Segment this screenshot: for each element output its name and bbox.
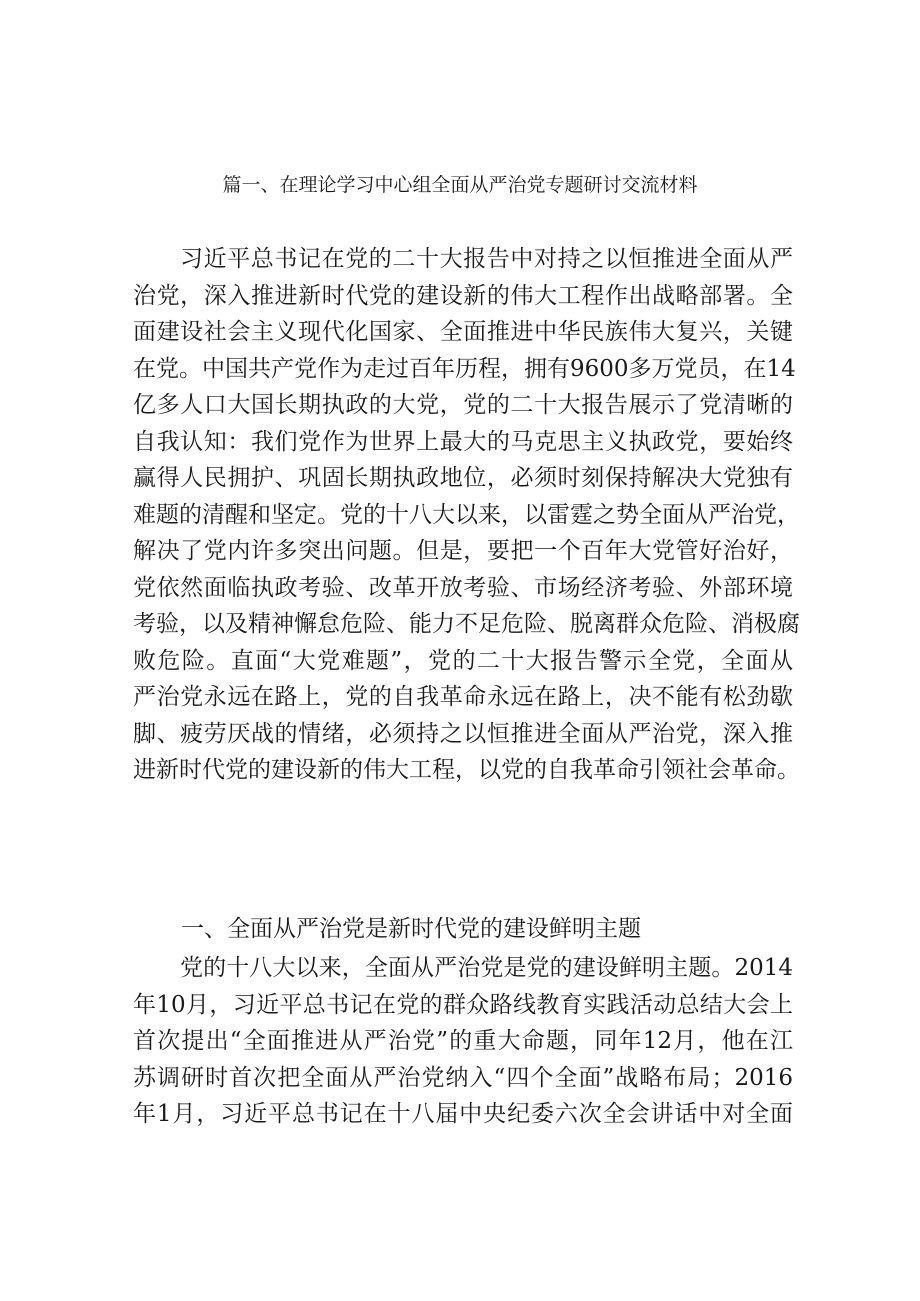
paragraph-line: 习近平总书记在党的二十大报告中对持之以恒推进全面从严 — [180, 246, 793, 272]
paragraph-line: 败危险。直面“大党难题”，党的二十大报告警示全党，全面从 — [133, 647, 793, 674]
paragraph-line: 年10月，习近平总书记在党的群众路线教育实践活动总结大会上 — [133, 991, 793, 1018]
paragraph-line: 党依然面临执政考验、改革开放考验、市场经济考验、外部环境 — [133, 574, 793, 601]
paragraph-line: 亿多人口大国长期执政的大党，党的二十大报告展示了党清晰的 — [133, 392, 793, 418]
paragraph-line: 面建设社会主义现代化国家、全面推进中华民族伟大复兴，关键 — [133, 319, 793, 345]
paragraph-intro — [133, 241, 800, 789]
paragraph-line: 解决了党内许多突出问题。但是，要把一个百年大党管好治好， — [133, 538, 793, 564]
document-title: 篇一、在理论学习中心组全面从严治党专题研讨交流材料 — [222, 174, 698, 196]
paragraph-line: 治党，深入推进新时代党的建设新的伟大工程作出战略部署。全 — [133, 282, 793, 309]
paragraph-line: 难题的清醒和坚定。党的十八大以来，以雷霆之势全面从严治党， — [133, 501, 800, 528]
paragraph-line: 进新时代党的建设新的伟大工程，以党的自我革命引领社会革命。 — [133, 757, 800, 783]
paragraph-line: 在党。中国共产党作为走过百年历程，拥有9600多万党员，在14 — [133, 355, 796, 382]
paragraph-section1 — [133, 950, 793, 1133]
paragraph-line: 赢得人民拥护、巩固长期执政地位，必须时刻保持解决大党独有 — [133, 465, 793, 491]
paragraph-line: 年1月，习近平总书记在十八届中央纪委六次全会讲话中对全面 — [133, 1101, 793, 1127]
paragraph-line: 脚、疲劳厌战的情绪，必须持之以恒推进全面从严治党，深入推 — [133, 720, 793, 747]
section-heading: 一、全面从严治党是新时代党的建设鲜明主题 — [181, 916, 641, 942]
paragraph-line: 严治党永远在路上，党的自我革命永远在路上，决不能有松劲歇 — [133, 684, 793, 710]
paragraph-line: 考验，以及精神懈怠危险、能力不足危险、脱离群众危险、消极腐 — [133, 611, 800, 637]
paragraph-line: 党的十八大以来，全面从严治党是党的建设鲜明主题。2014 — [180, 955, 793, 981]
paragraph-line: 首次提出“全面推进从严治党”的重大命题，同年12月，他在江 — [133, 1028, 793, 1054]
paragraph-line: 自我认知：我们党作为世界上最大的马克思主义执政党，要始终 — [133, 428, 793, 455]
paragraph-line: 苏调研时首次把全面从严治党纳入“四个全面”战略布局；2016 — [133, 1064, 793, 1091]
